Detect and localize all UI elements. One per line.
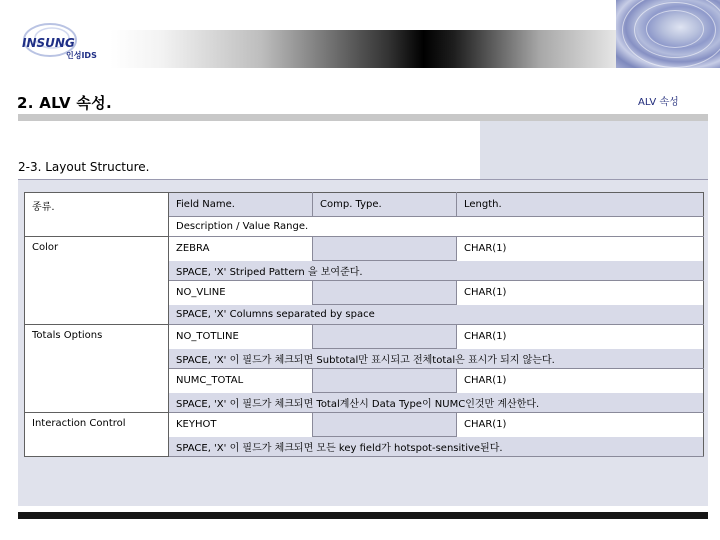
header-comp-type: Comp. Type. [313, 193, 457, 217]
length-cell: CHAR(1) [464, 287, 507, 299]
field-row [25, 325, 704, 349]
comp-type-cell [313, 369, 457, 393]
layout-structure-table [24, 192, 704, 457]
comp-type-cell [313, 413, 457, 437]
field-name-cell: NO_VLINE [169, 281, 313, 305]
comp-type-cell [313, 281, 457, 305]
top-divider-bar [18, 114, 708, 121]
length-cell: CHAR(1) [457, 237, 704, 261]
category-cell: Totals Options [25, 325, 169, 413]
field-name-cell: KEYHOT [169, 413, 313, 437]
comp-type-cell [313, 237, 457, 261]
section-subtitle: 2-3. Layout Structure. [18, 160, 150, 174]
corner-section-label: ALV 속성 [638, 97, 679, 108]
header-description: Description / Value Range. [169, 217, 704, 237]
comp-type-cell [313, 325, 457, 349]
right-shade-block [480, 121, 708, 179]
header-length: Length. [457, 193, 704, 217]
field-row [25, 237, 704, 261]
header-row [25, 193, 704, 217]
header-field-name: Field Name. [169, 193, 313, 217]
header-category: 종류. [25, 193, 169, 237]
description-cell: SPACE, 'X' Striped Pattern 을 보여준다. [169, 261, 704, 281]
page-title: 2. ALV 속성. [17, 94, 112, 112]
description-cell: SPACE, 'X' Columns separated by space [169, 305, 704, 325]
logo-subtext: 인성IDS [66, 51, 97, 60]
logo-wordmark: INSUNG [22, 36, 75, 50]
length-cell: CHAR(1) [457, 413, 704, 437]
field-name-cell: NO_TOTLINE [169, 325, 313, 349]
description-cell: SPACE, 'X' 이 필드가 체크되면 Subtotal만 표시되고 전체total은 표시가 되지 않는다. [169, 349, 704, 369]
header-gradient-bar [110, 30, 616, 68]
category-cell: Interaction Control [25, 413, 169, 457]
table-body [25, 193, 704, 457]
description-cell: SPACE, 'X' 이 필드가 체크되면 Total계산시 Data Type이 NUMC인것만 계산한다. [169, 393, 704, 413]
length-cell: CHAR(1) [457, 325, 704, 349]
length-cell: CHAR(1) [464, 375, 507, 387]
field-name-cell: ZEBRA [169, 237, 313, 261]
bottom-divider-bar [18, 512, 708, 519]
category-cell: Color [25, 237, 169, 325]
field-row [25, 413, 704, 437]
insung-ids-logo [18, 20, 106, 64]
description-cell: SPACE, 'X' 이 필드가 체크되면 모든 key field가 hotspot-sensitive된다. [169, 437, 704, 457]
field-name-cell: NUMC_TOTAL [169, 369, 313, 393]
water-ripple-image [616, 0, 720, 68]
